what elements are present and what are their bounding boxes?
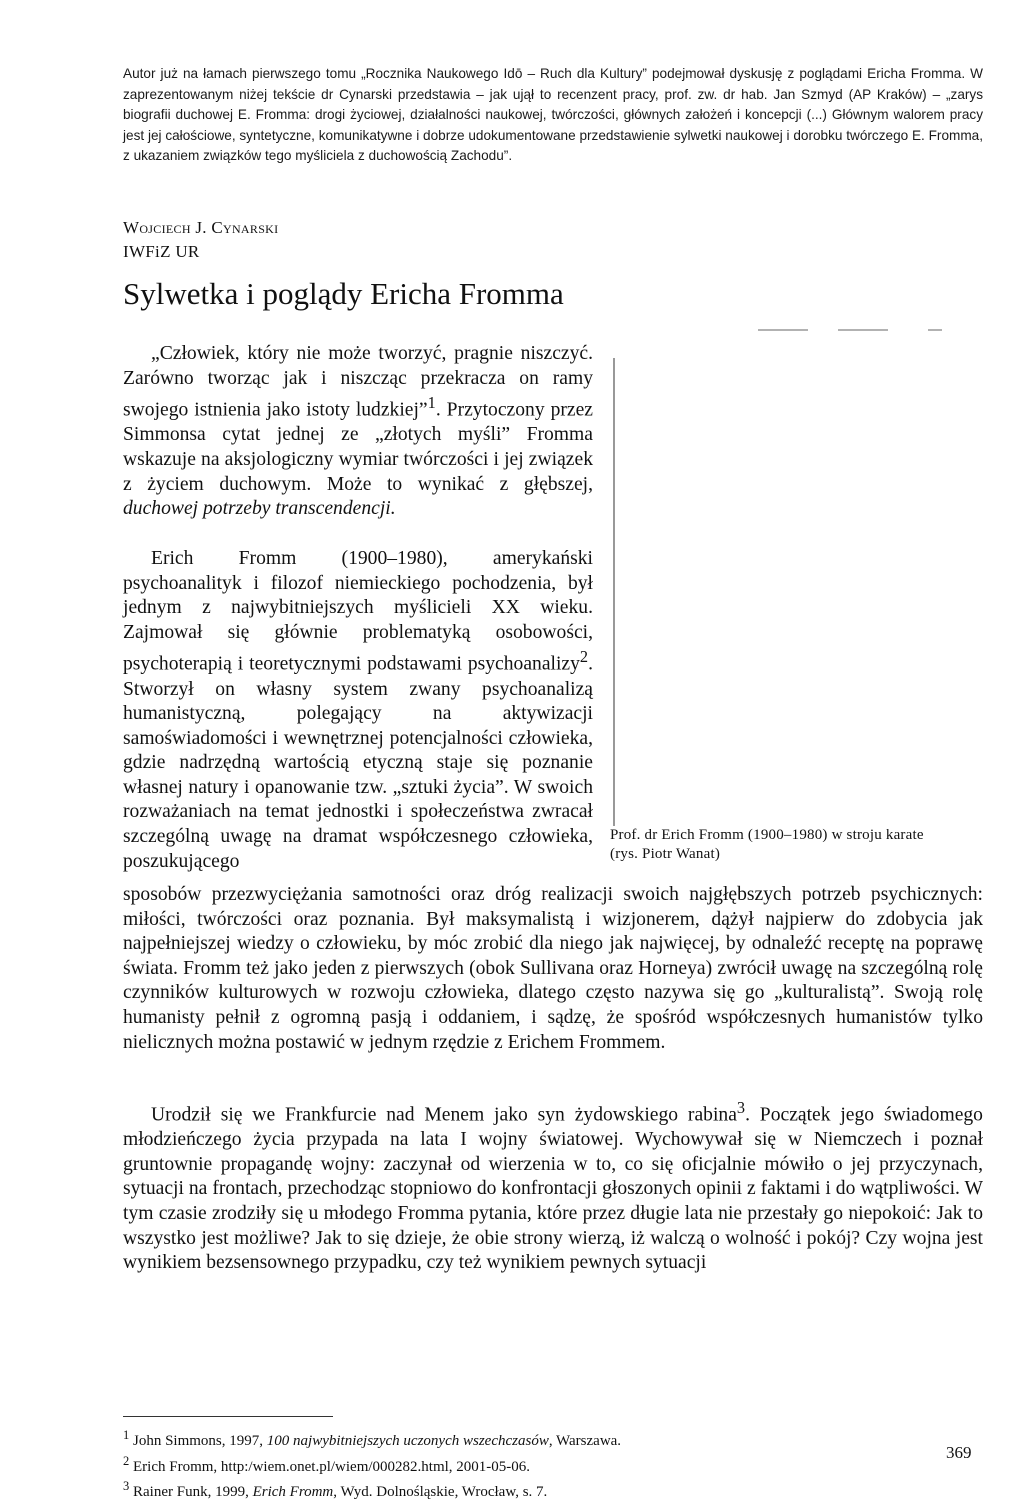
footnote — [123, 1426, 983, 1452]
illustration-frame — [608, 328, 984, 826]
paragraph-text: . Stworzył on własny system zwany psychoanalizą humanistyczną, polegający na aktywizacji samoświadomości i wewnętrznej potencjalności człowieka, gdzie nadrzędną wartością etyczną staje się poznanie własnej natury i opanowanie tzw. „sztuki życia”. W swoich rozważaniach na temat jednostki i społeczeństwa zwracał szczególną uwagę na dramat współczesnego człowieka, poszukującego — [123, 653, 593, 872]
footnote-number: 2 — [123, 1453, 130, 1468]
footnote-text: Rainer Funk, 1999, — [133, 1484, 253, 1500]
footnote — [123, 1452, 983, 1478]
author-name: Wojciech J. Cynarski — [123, 218, 279, 237]
paragraph-text: . Przytoczony przez Simmonsa cytat jednej ze „złotych myśli” Fromma wskazuje na aksjologiczny wymiar twórczości i jej związek z życiem duchowym. Może to wynikać z głębszej, — [123, 399, 593, 495]
paragraph-biography — [123, 547, 593, 874]
footnote — [123, 1477, 983, 1503]
author-block — [123, 216, 278, 264]
footnote-divider — [123, 1416, 333, 1417]
caption-line: Prof. dr Erich Fromm (1900–1980) w stroju karate — [610, 827, 924, 843]
paragraph-text: Erich Fromm (1900–1980), amerykański psychoanalityk i filozof niemieckiego pochodzenia, był jednym z najwybitniejszych myślicieli XX wieku. Zajmował się głównie problematyką osobowości, psychoterapią i teoretycznymi podstawami psychoanalizy — [123, 548, 593, 675]
footnote-ref: 2 — [579, 647, 589, 667]
footnote-ref: 3 — [736, 1098, 746, 1117]
figure-caption — [610, 826, 990, 864]
editorial-intro: Autor już na łamach pierwszego tomu „Rocznika Naukowego Idō – Ruch dla Kultury” podejmował dyskusję z poglądami Ericha Fromma. W zaprezentowanym niżej tekście dr Cynarski przedstawia – jak ujął to recenzent pracy, prof. zw. dr hab. Jan Szmyd (AP Kraków) – „zarys biografii duchowej E. Fromma: drogi życiowej, działalności naukowej, twórczości, głównych założeń i koncepcji (...) Głównym walorem pracy jest jej całościowe, syntetyczne, komunikatywne i dobrze udokumentowane przedstawienie sylwetki naukowej i dorobku twórczego E. Fromma, z ukazaniem związków tego myśliciela z duchowością Zachodu”. — [123, 66, 983, 164]
paragraph-early-life — [123, 1096, 983, 1276]
footnote-text: , Warszawa. — [548, 1433, 622, 1449]
paragraph-epigraph — [123, 342, 593, 522]
footnote-text: , Wyd. Dolnośląskie, Wrocław, s. 7. — [333, 1484, 548, 1500]
caption-credit: (rys. Piotr Wanat) — [610, 846, 721, 862]
paragraph-text: . Początek jego świadomego młodzieńczego życia przypada na lata I wojny światowej. Wychowywał się w Niemczech i poznał gruntownie propagandę wojny: zaczynał od wierzenia w to, co się oficjalnie mówiło o jej przyczynach, sytuacji na frontach, przechodząc stopniowo do konfrontacji głoszonych opinii z faktami i do wątpliwości. W tym czasie zrodziły się u młodego Fromma pytania, które przez długie lata nie przestały go niepokoić: Jak to wszystko jest możliwe? Jak to się dzieje, że obie strony wierzą, iż walczą o wolność i pokój? Czy wojna jest wynikiem bezsensownego przypadku, czy też wynikiem pewnych sytuacji — [123, 1104, 983, 1274]
paragraph-text: sposobów przezwyciężania samotności oraz dróg realizacji swoich najgłębszych potrzeb psychicznych: miłości, twórczości oraz poznania. Był maksymalistą i wizjonerem, dążył najpierw do zdobycia jak najpełniejszej wiedzy o człowieku, by móc zrobić dla niego jak najwięcej, by odnaleźć receptę na poprawę świata. Fromm też jako jeden z pierwszych (obok Sullivana oraz Horneya) zwrócił uwagę na szczególną rolę czynników kulturowych w rozwoju człowieka, dlatego często nazywa się go „kulturalistą”. Swoją rolę humanisty pełnił z ogromną pasją i oddaniem, i sądzę, że spośród współczesnych humanistów tylko nielicznych można postawić w jednym rzędzie z Erichem Frommem. — [123, 884, 983, 1053]
paragraph-text: Urodził się we Frankfurcie nad Menem jako syn żydowskiego rabina — [151, 1104, 737, 1126]
footnote-title: 100 najwybitniejszych uczonych wszechczasów — [266, 1433, 549, 1449]
footnote-title: Erich Fromm — [252, 1484, 334, 1500]
page-number: 369 — [946, 1443, 972, 1462]
figure-illustration — [608, 328, 984, 826]
footnote-text: John Simmons, 1997, — [133, 1433, 267, 1449]
footnote-number: 3 — [123, 1479, 130, 1493]
article-title: Sylwetka i poglądy Ericha Fromma — [123, 276, 564, 311]
paragraph-text: „Człowiek, który nie może tworzyć, pragnie niszczyć. Zarówno tworząc jak i niszcząc przekracza on ramy swojego istnienia jako istoty ludzkiej” — [123, 343, 593, 421]
footnote-text: Erich Fromm, http:/wiem.onet.pl/wiem/000282.html, 2001-05-06. — [133, 1458, 531, 1475]
author-affiliation: IWFiZ UR — [123, 242, 200, 261]
paragraph-emphasis: duchowej potrzeby transcendencji. — [123, 498, 396, 520]
footnote-number: 1 — [123, 1428, 130, 1442]
paragraph-humanism — [123, 883, 983, 1055]
footnote-ref: 1 — [427, 393, 436, 413]
footnotes — [123, 1426, 983, 1503]
